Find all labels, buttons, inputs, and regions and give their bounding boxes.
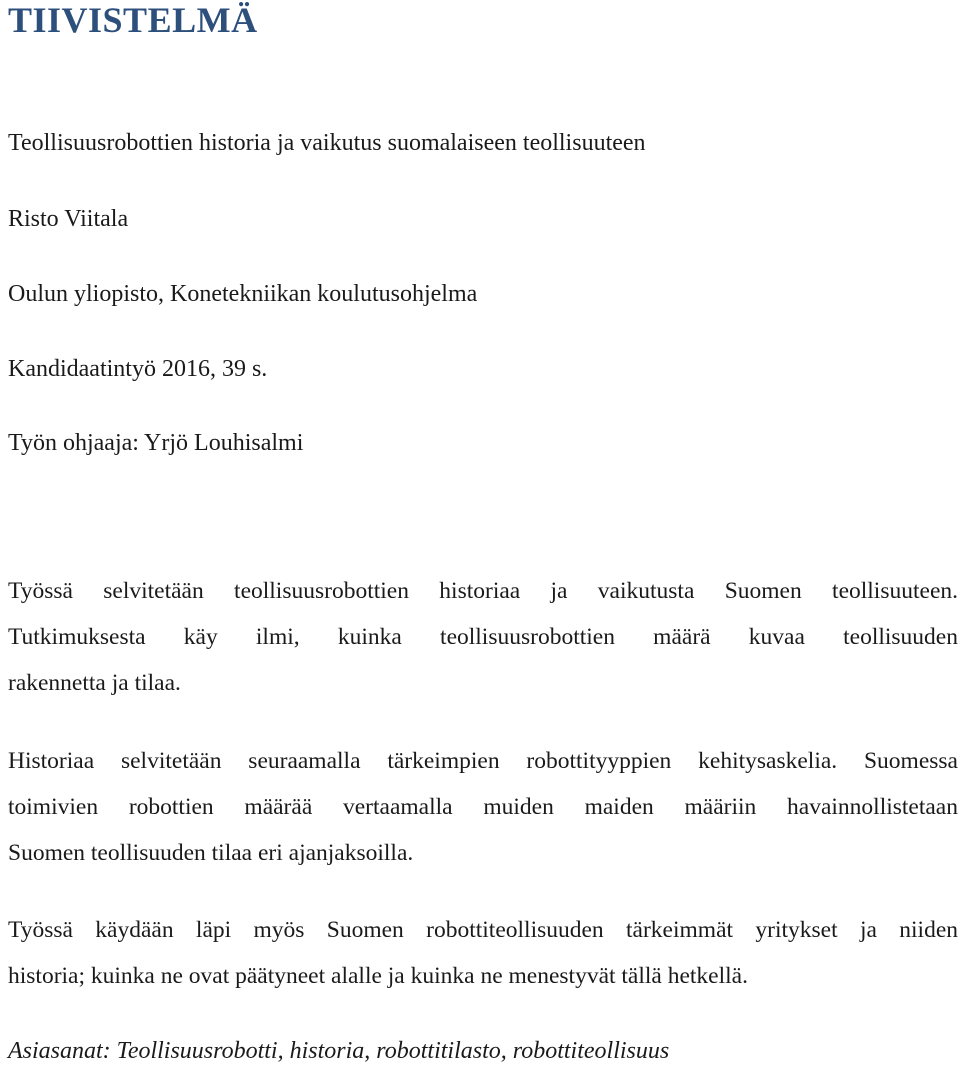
abstract-paragraph-3 — [8, 907, 958, 999]
author-name: Risto Viitala — [8, 206, 129, 232]
supervisor: Työn ohjaaja: Yrjö Louhisalmi — [8, 430, 304, 456]
paragraph-line: rakennetta ja tilaa. — [8, 670, 181, 696]
abstract-paragraph-2 — [8, 738, 958, 876]
institution: Oulun yliopisto, Konetekniikan koulutusohjelma — [8, 281, 478, 307]
paragraph-line: toimivien robottien määrää vertaamalla muiden maiden määriin havainnollistetaan — [8, 794, 958, 820]
paragraph-line: Tutkimuksesta käy ilmi, kuinka teollisuusrobottien määrä kuvaa teollisuuden — [8, 624, 958, 650]
paragraph-line: historia; kuinka ne ovat päätyneet alalle ja kuinka ne menestyvät tällä hetkellä. — [8, 963, 748, 989]
paragraph-line: Työssä selvitetään teollisuusrobottien historiaa ja vaikutusta Suomen teollisuuteen. — [8, 578, 958, 604]
page-title: TIIVISTELMÄ — [8, 0, 258, 40]
thesis-title: Teollisuusrobottien historia ja vaikutus suomalaiseen teollisuuteen — [8, 130, 646, 156]
keywords: Asiasanat: Teollisuusrobotti, historia, robottitilasto, robottiteollisuus — [8, 1038, 670, 1064]
abstract-paragraph-1 — [8, 568, 958, 706]
paragraph-line: Suomen teollisuuden tilaa eri ajanjaksoilla. — [8, 840, 414, 866]
degree-info: Kandidaatintyö 2016, 39 s. — [8, 356, 268, 382]
paragraph-line: Työssä käydään läpi myös Suomen robottiteollisuuden tärkeimmät yritykset ja niiden — [8, 917, 958, 943]
paragraph-line: Historiaa selvitetään seuraamalla tärkeimpien robottityyppien kehitysaskelia. Suomessa — [8, 748, 958, 774]
